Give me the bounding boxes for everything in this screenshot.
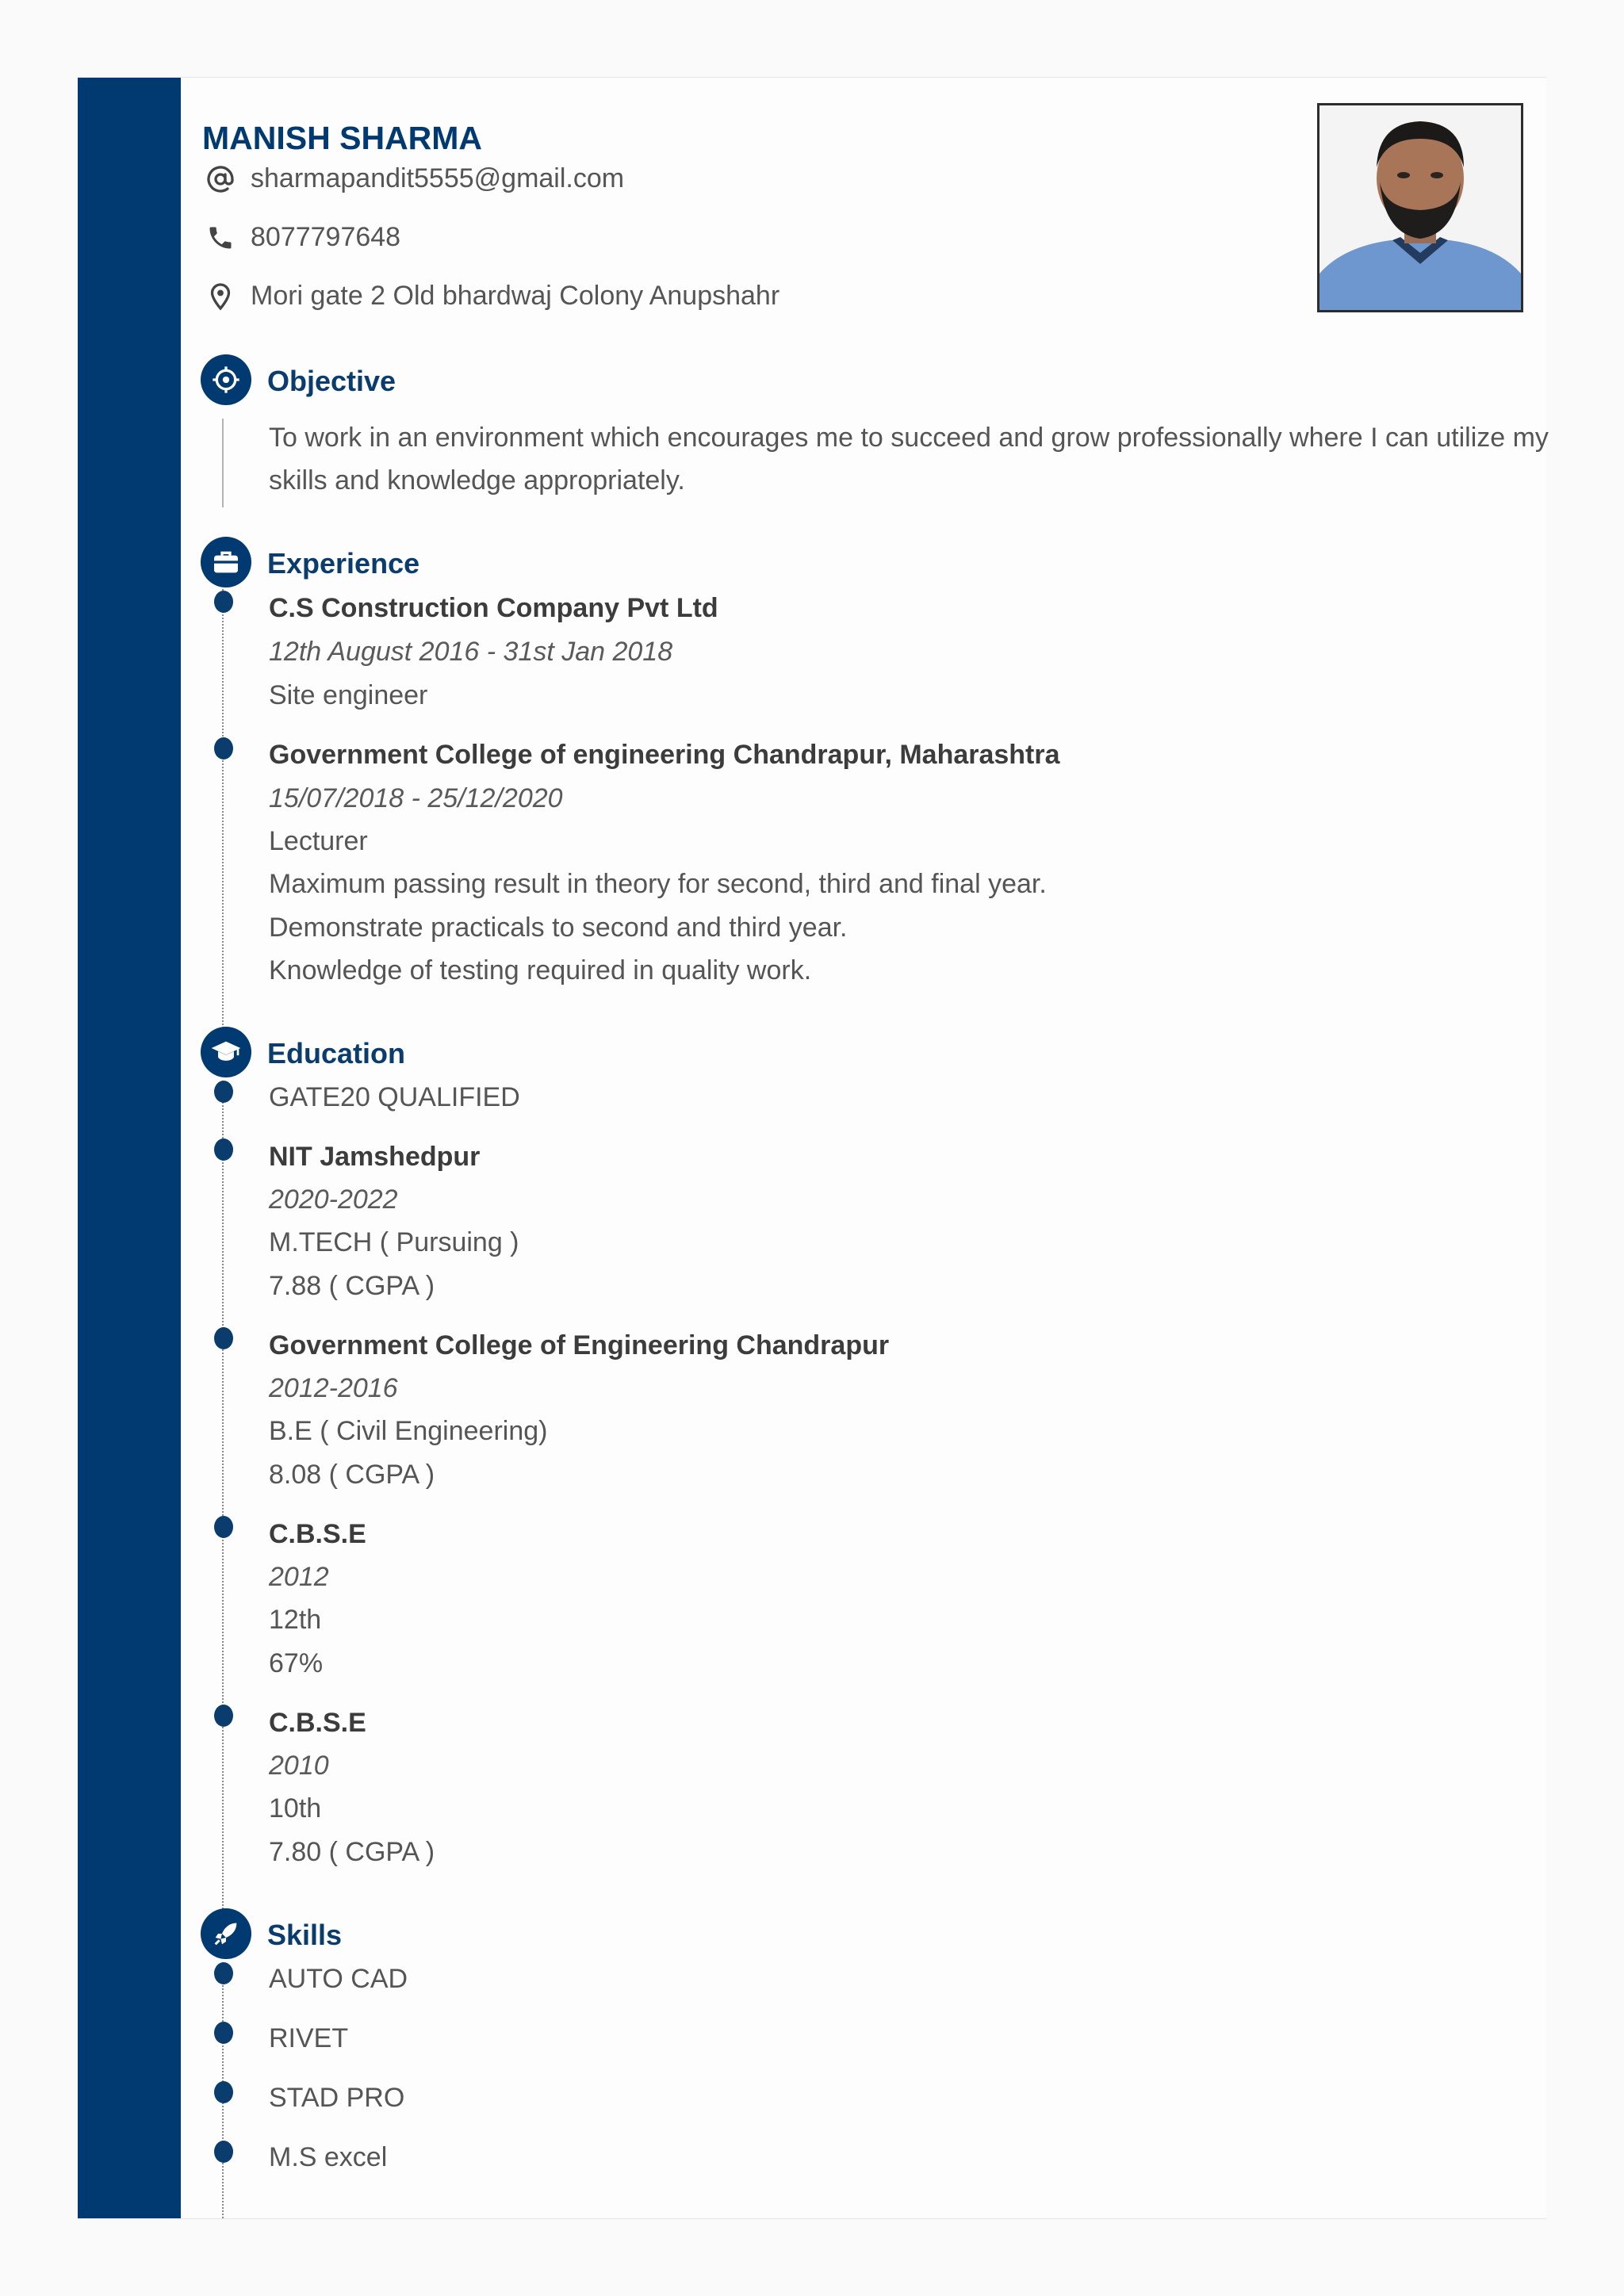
education-dates: 2010: [269, 1751, 329, 1781]
candidate-name: MANISH SHARMA: [202, 120, 483, 156]
objective-timeline-line: [222, 419, 224, 507]
timeline-dot: [214, 737, 233, 760]
objective-text: To work in an environment which encourages me to succeed and grow professionally where I can utilize my skills and knowledge appropriately.: [269, 423, 1549, 496]
education-line: 7.80 ( CGPA ): [269, 1837, 435, 1867]
experience-detail: Demonstrate practicals to second and third year.: [269, 913, 848, 943]
timeline-dot: [214, 2022, 233, 2044]
graduation-cap-icon: [210, 1036, 242, 1068]
phone-icon: [206, 224, 235, 252]
experience-detail: Knowledge of testing required in quality work.: [269, 955, 812, 985]
skills-heading: Skills: [267, 1919, 343, 1951]
education-institution: Government College of Engineering Chandrapur: [269, 1330, 890, 1360]
education-institution: C.B.S.E: [269, 1519, 366, 1549]
experience-company: Government College of engineering Chandrapur, Maharashtra: [269, 740, 1060, 770]
objective-section-icon: [201, 354, 251, 405]
timeline-dot: [214, 1962, 233, 1984]
experience-company: C.S Construction Company Pvt Ltd: [269, 593, 718, 623]
timeline-dot: [214, 2081, 233, 2103]
education-line: 67%: [269, 1648, 324, 1678]
map-pin-icon: [206, 282, 235, 311]
phone-row: [206, 222, 400, 253]
email-text: sharmapandit5555@gmail.com: [251, 163, 625, 193]
education-heading: Education: [267, 1037, 406, 1070]
education-line: M.TECH ( Pursuing ): [269, 1227, 519, 1257]
phone-text: 8077797648: [251, 222, 401, 252]
experience-role: Site engineer: [269, 680, 428, 710]
at-sign-icon: [206, 165, 235, 193]
timeline-dot: [214, 1138, 233, 1161]
education-dates: 2020-2022: [269, 1184, 398, 1215]
education-line: 10th: [269, 1793, 322, 1823]
target-icon: [210, 364, 242, 396]
skill-item: RIVET: [269, 2023, 349, 2053]
skill-item: AUTO CAD: [269, 1964, 408, 1994]
timeline-dot: [214, 2141, 233, 2163]
skill-item: STAD PRO: [269, 2083, 405, 2113]
resume-page: [78, 77, 1549, 2219]
experience-dates: 15/07/2018 - 25/12/2020: [269, 783, 563, 813]
education-line: B.E ( Civil Engineering): [269, 1416, 548, 1446]
education-line: 12th: [269, 1605, 322, 1635]
experience-timeline-line: [222, 589, 224, 1073]
timeline-dot: [214, 1081, 233, 1103]
education-line: GATE20 QUALIFIED: [269, 1082, 520, 1112]
education-dates: 2012-2016: [269, 1373, 398, 1403]
experience-dates: 12th August 2016 - 31st Jan 2018: [269, 637, 673, 667]
education-line: 7.88 ( CGPA ): [269, 1271, 435, 1301]
education-dates: 2012: [269, 1562, 329, 1592]
experience-role: Lecturer: [269, 826, 368, 856]
timeline-dot: [214, 591, 233, 613]
education-section-icon: [201, 1027, 251, 1077]
rocket-icon: [210, 1918, 242, 1950]
sidebar-stripe: [78, 78, 181, 2218]
experience-section-icon: [201, 537, 251, 587]
timeline-dot: [214, 1705, 233, 1727]
education-institution: NIT Jamshedpur: [269, 1142, 481, 1172]
address-text: Mori gate 2 Old bhardwaj Colony Anupshahr: [251, 281, 780, 311]
briefcase-icon: [210, 546, 242, 578]
profile-photo: [1317, 103, 1523, 312]
experience-detail: Maximum passing result in theory for second, third and final year.: [269, 869, 1047, 899]
timeline-dot: [214, 1327, 233, 1349]
skills-section-icon: [201, 1908, 251, 1959]
education-line: 8.08 ( CGPA ): [269, 1460, 435, 1490]
skill-item: M.S excel: [269, 2142, 388, 2172]
education-institution: C.B.S.E: [269, 1708, 366, 1738]
objective-heading: Objective: [267, 365, 396, 397]
address-row: [206, 281, 779, 312]
timeline-dot: [214, 1516, 233, 1538]
email-row: [206, 163, 624, 194]
experience-heading: Experience: [267, 547, 420, 580]
